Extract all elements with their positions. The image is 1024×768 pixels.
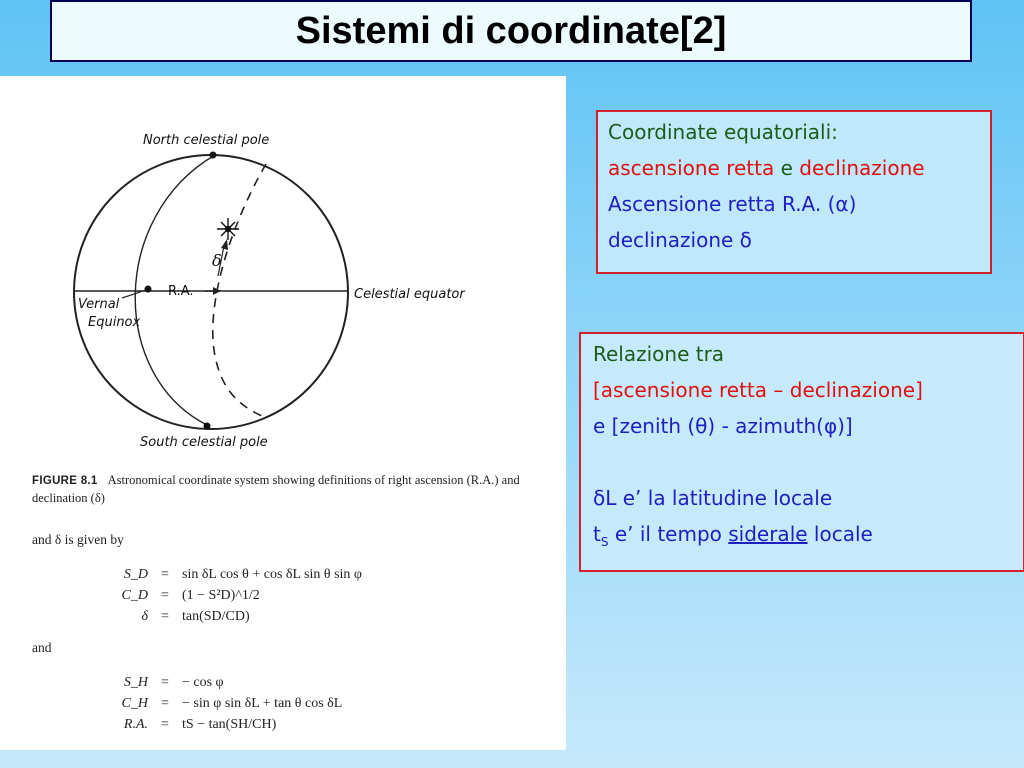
figure-caption — [32, 472, 532, 507]
box2-line-3: e [zenith (θ) - azimuth(φ)] — [593, 414, 853, 438]
figure-panel — [0, 76, 566, 750]
equation-block-2 — [100, 672, 342, 735]
box1-line-1: Coordinate equatoriali: — [608, 120, 838, 144]
box2-line-2: [ascensione retta – declinazione] — [593, 378, 923, 402]
box2-line-4: δL e’ la latitudine locale — [593, 486, 833, 510]
label-south-pole: South celestial pole — [140, 435, 268, 450]
equation-row: C_H = − sin φ sin δL + tan θ cos δL — [121, 695, 343, 711]
relation-box — [579, 332, 1024, 572]
box2-blank-line — [593, 444, 1013, 480]
box1-line-3: Ascensione retta R.A. (α) — [608, 192, 857, 216]
dashed-hour-circle — [213, 164, 266, 416]
slide-title: Sistemi di coordinate[2] — [295, 9, 727, 52]
celestial-sphere-diagram — [0, 76, 566, 466]
equation-block-1 — [100, 564, 362, 627]
equation-row: C_D = (1 − S²D)^1/2 — [121, 587, 260, 603]
equation-row: δ = tan(SD/CD) — [141, 608, 250, 624]
slide-title-box — [50, 0, 972, 62]
equation-row: S_D = sin δL cos θ + cos δL sin θ sin φ — [123, 566, 362, 582]
intro-text-1: and δ is given by — [32, 532, 124, 547]
label-delta: δ — [212, 251, 222, 270]
caption-text: Astronomical coordinate system showing definitions of right ascension (R.A.) and declination (δ) — [32, 473, 520, 505]
equation-row: S_H = − cos φ — [123, 674, 224, 690]
equatorial-coordinates-box — [596, 110, 992, 274]
box1-line-2: ascensione retta e declinazione — [608, 156, 925, 180]
vernal-equinox-point — [145, 286, 152, 293]
label-north-pole: North celestial pole — [143, 133, 270, 148]
sphere-outline — [74, 155, 348, 429]
box2-line-1: Relazione tra — [593, 342, 725, 366]
intro-text-2: and — [32, 640, 52, 655]
box1-line-4: declinazione δ — [608, 228, 752, 252]
star-icon — [217, 218, 239, 240]
box2-line-5: $t_S$ e’ il tempo siderale locale — [593, 522, 873, 549]
caption-label: FIGURE 8.1 — [32, 475, 98, 487]
label-vernal: Vernal — [78, 297, 120, 312]
north-pole-point — [210, 152, 217, 159]
label-equator: Celestial equator — [354, 287, 465, 302]
south-pole-point — [204, 423, 211, 430]
equation-row: R.A. = tS − tan(SH/CH) — [123, 716, 277, 732]
label-equinox: Equinox — [88, 315, 141, 330]
label-ra: R.A. — [168, 284, 194, 299]
